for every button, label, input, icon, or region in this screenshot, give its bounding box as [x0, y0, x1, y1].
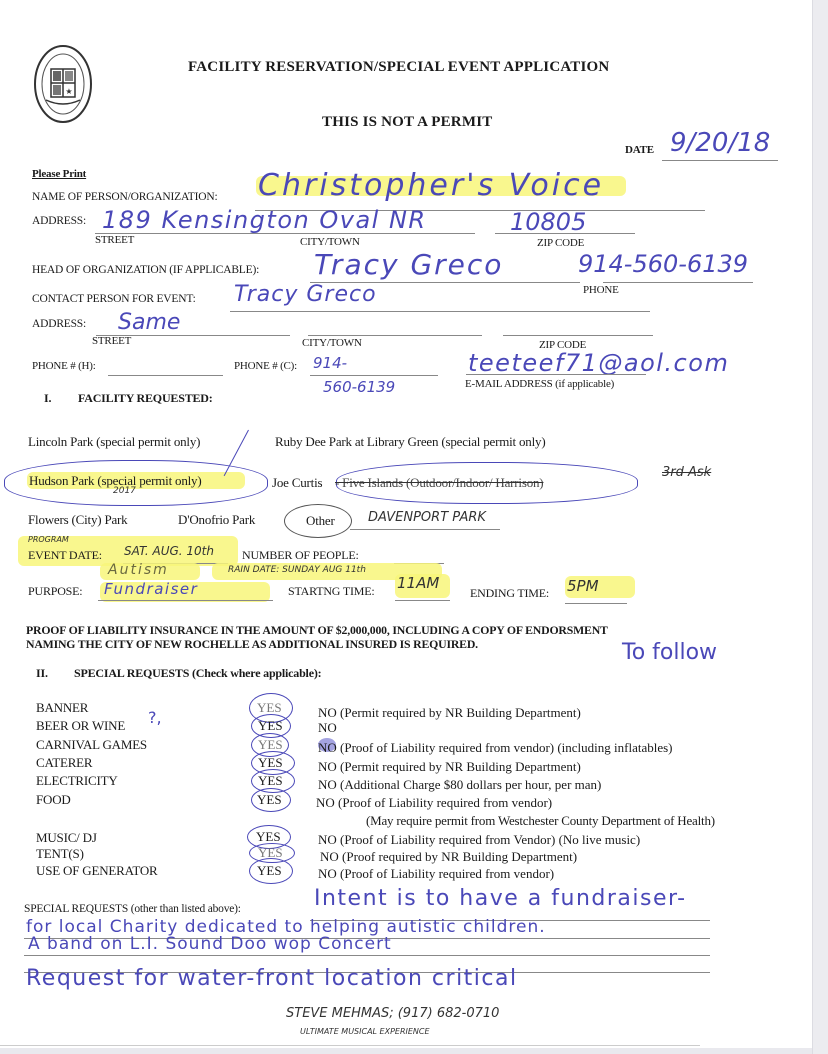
- yes-option[interactable]: YES: [257, 792, 282, 807]
- item-label: BEER OR WINE: [36, 718, 126, 733]
- end-time-field[interactable]: 5PM: [567, 577, 599, 595]
- no-option[interactable]: NO (Additional Charge $80 dollars per hour, per man): [318, 777, 602, 792]
- start-time-field[interactable]: 11AM: [397, 574, 440, 592]
- email-field[interactable]: teeteef71@aol.com: [468, 349, 730, 377]
- purpose-label: PURPOSE:: [28, 584, 83, 598]
- zip-field[interactable]: 10805: [510, 208, 587, 236]
- contact-sub-note: ULTIMATE MUSICAL EXPERIENCE: [300, 1027, 430, 1036]
- contact-field[interactable]: Tracy Greco: [234, 282, 377, 307]
- name-field[interactable]: Christopher's Voice: [258, 168, 605, 203]
- no-option[interactable]: NO (Proof of Liability required from Vendor) (No live music): [318, 832, 641, 847]
- no-option[interactable]: NO (Proof of Liability required from vendor): [316, 795, 553, 810]
- facility-donofrio[interactable]: D'Onofrio Park: [178, 512, 256, 527]
- contact-address-field[interactable]: Same: [118, 310, 181, 335]
- insurance-note: To follow: [622, 640, 718, 665]
- section-2-title: SPECIAL REQUESTS (Check where applicable):: [74, 666, 322, 680]
- no-option[interactable]: NO (Permit required by NR Building Department): [318, 759, 581, 774]
- facility-other[interactable]: Other: [306, 513, 335, 528]
- item-label: MUSIC/ DJ: [36, 830, 97, 845]
- yes-option[interactable]: YES: [258, 845, 283, 860]
- section-2-number: II.: [36, 666, 48, 680]
- event-date-field[interactable]: SAT. AUG. 10th: [124, 544, 214, 558]
- name-label: NAME OF PERSON/ORGANIZATION:: [32, 191, 218, 203]
- facility-five-islands[interactable]: - Five Islands (Outdoor/Indoor/ Harrison): [335, 475, 544, 490]
- svg-text:★: ★: [65, 87, 73, 96]
- street-label-2: STREET: [92, 335, 132, 347]
- event-date-label: EVENT DATE:: [28, 548, 102, 562]
- address-field[interactable]: 189 Kensington Oval NR: [102, 206, 427, 234]
- facility-hudson[interactable]: Hudson Park (special permit only): [29, 473, 202, 488]
- facility-lincoln[interactable]: Lincoln Park (special permit only): [28, 434, 201, 449]
- not-permit-notice: THIS IS NOT A PERMIT: [322, 114, 493, 130]
- other-requests-line-1[interactable]: Intent is to have a fundraiser-: [314, 886, 687, 911]
- item-label: CATERER: [36, 755, 93, 770]
- yes-option[interactable]: YES: [258, 718, 283, 733]
- yes-option[interactable]: YES: [258, 773, 283, 788]
- start-time-label: STARTNG TIME:: [288, 584, 375, 598]
- phone-cell-label: PHONE # (C):: [234, 360, 297, 372]
- item-label: TENT(S): [36, 846, 84, 861]
- third-ask-note: 3rd Ask: [662, 465, 712, 480]
- insurance-line-2: NAMING THE CITY OF NEW ROCHELLE AS ADDITIONAL INSURED IS REQUIRED.: [26, 637, 478, 651]
- no-option[interactable]: NO (Permit required by NR Building Department): [318, 705, 581, 720]
- section-1-title: FACILITY REQUESTED:: [78, 391, 213, 405]
- program-note: PROGRAM: [28, 535, 69, 544]
- phone-home-label: PHONE # (H):: [32, 360, 96, 372]
- date-label: DATE: [625, 144, 654, 156]
- zip-label: ZIP CODE: [537, 237, 585, 249]
- yes-option[interactable]: YES: [257, 863, 282, 878]
- zip-label-2: ZIP CODE: [539, 339, 587, 351]
- date-field[interactable]: 9/20/18: [670, 128, 771, 158]
- facility-flowers[interactable]: Flowers (City) Park: [28, 512, 128, 527]
- street-label: STREET: [95, 234, 135, 246]
- form-title: FACILITY RESERVATION/SPECIAL EVENT APPLICATION: [188, 59, 610, 75]
- end-time-label: ENDING TIME:: [470, 586, 550, 600]
- please-print-label: Please Print: [32, 168, 87, 180]
- food-subnote: (May require permit from Westchester County Department of Health): [366, 813, 715, 828]
- contact-address-label: ADDRESS:: [32, 318, 86, 330]
- yes-option[interactable]: YES: [258, 755, 283, 770]
- item-label: BANNER: [36, 700, 89, 715]
- contact-note: STEVE MEHMAS; (917) 682-0710: [286, 1006, 500, 1021]
- contact-label: CONTACT PERSON FOR EVENT:: [32, 293, 196, 305]
- item-label: CARNIVAL GAMES: [36, 737, 147, 752]
- yes-option[interactable]: YES: [256, 829, 281, 844]
- no-option[interactable]: NO (Proof required by NR Building Department): [320, 849, 578, 864]
- autism-note: Autism: [108, 562, 169, 578]
- other-requests-line-2[interactable]: for local Charity dedicated to helping autistic children.: [26, 917, 546, 937]
- phone-label: PHONE: [583, 284, 619, 296]
- yes-option[interactable]: YES: [257, 700, 282, 715]
- purpose-field[interactable]: Fundraiser: [104, 580, 199, 598]
- city-label: CITY/TOWN: [300, 236, 360, 248]
- hudson-note: 2017: [113, 486, 136, 496]
- no-option[interactable]: NO (Proof of Liability required from vendor): [318, 866, 555, 881]
- other-requests-line-3[interactable]: A band on L.I. Sound Doo wop Concert: [28, 934, 392, 954]
- insurance-line-1: PROOF OF LIABILITY INSURANCE IN THE AMOUNT OF $2,000,000, INCLUDING A COPY OF ENDORSMENT: [26, 623, 608, 637]
- rain-date-note: RAIN DATE: SUNDAY AUG 11th: [228, 565, 366, 575]
- city-label-2: CITY/TOWN: [302, 337, 362, 349]
- facility-joe-curtis[interactable]: Joe Curtis: [272, 475, 323, 490]
- item-label: FOOD: [36, 792, 71, 807]
- scrollbar[interactable]: [812, 0, 828, 1054]
- other-field[interactable]: DAVENPORT PARK: [368, 510, 486, 525]
- head-label: HEAD OF ORGANIZATION (IF APPLICABLE):: [32, 264, 260, 276]
- item-label: USE OF GENERATOR: [36, 863, 158, 878]
- facility-ruby-dee[interactable]: Ruby Dee Park at Library Green (special permit only): [275, 434, 546, 449]
- address-label: ADDRESS:: [32, 215, 86, 227]
- other-requests-label: SPECIAL REQUESTS (other than listed above):: [24, 903, 241, 915]
- phone-cell-field-1[interactable]: 914-: [313, 354, 348, 372]
- section-1-number: I.: [44, 391, 52, 405]
- yes-option[interactable]: YES: [258, 737, 283, 752]
- phone-cell-field-2[interactable]: 560-6139: [323, 378, 396, 396]
- people-label: NUMBER OF PEOPLE:: [242, 548, 359, 562]
- no-option[interactable]: NO: [318, 720, 337, 735]
- other-requests-line-4[interactable]: Request for water-front location critical: [26, 966, 518, 991]
- item-label: ELECTRICITY: [36, 773, 118, 788]
- head-phone-field[interactable]: 914-560-6139: [578, 250, 749, 278]
- head-field[interactable]: Tracy Greco: [314, 248, 504, 281]
- no-option[interactable]: NO (Proof of Liability required from vendor) (including inflatables): [318, 740, 673, 755]
- email-label: E-MAIL ADDRESS (if applicable): [465, 378, 615, 390]
- city-seal-icon: [32, 44, 94, 124]
- beer-note: ?,: [148, 708, 162, 727]
